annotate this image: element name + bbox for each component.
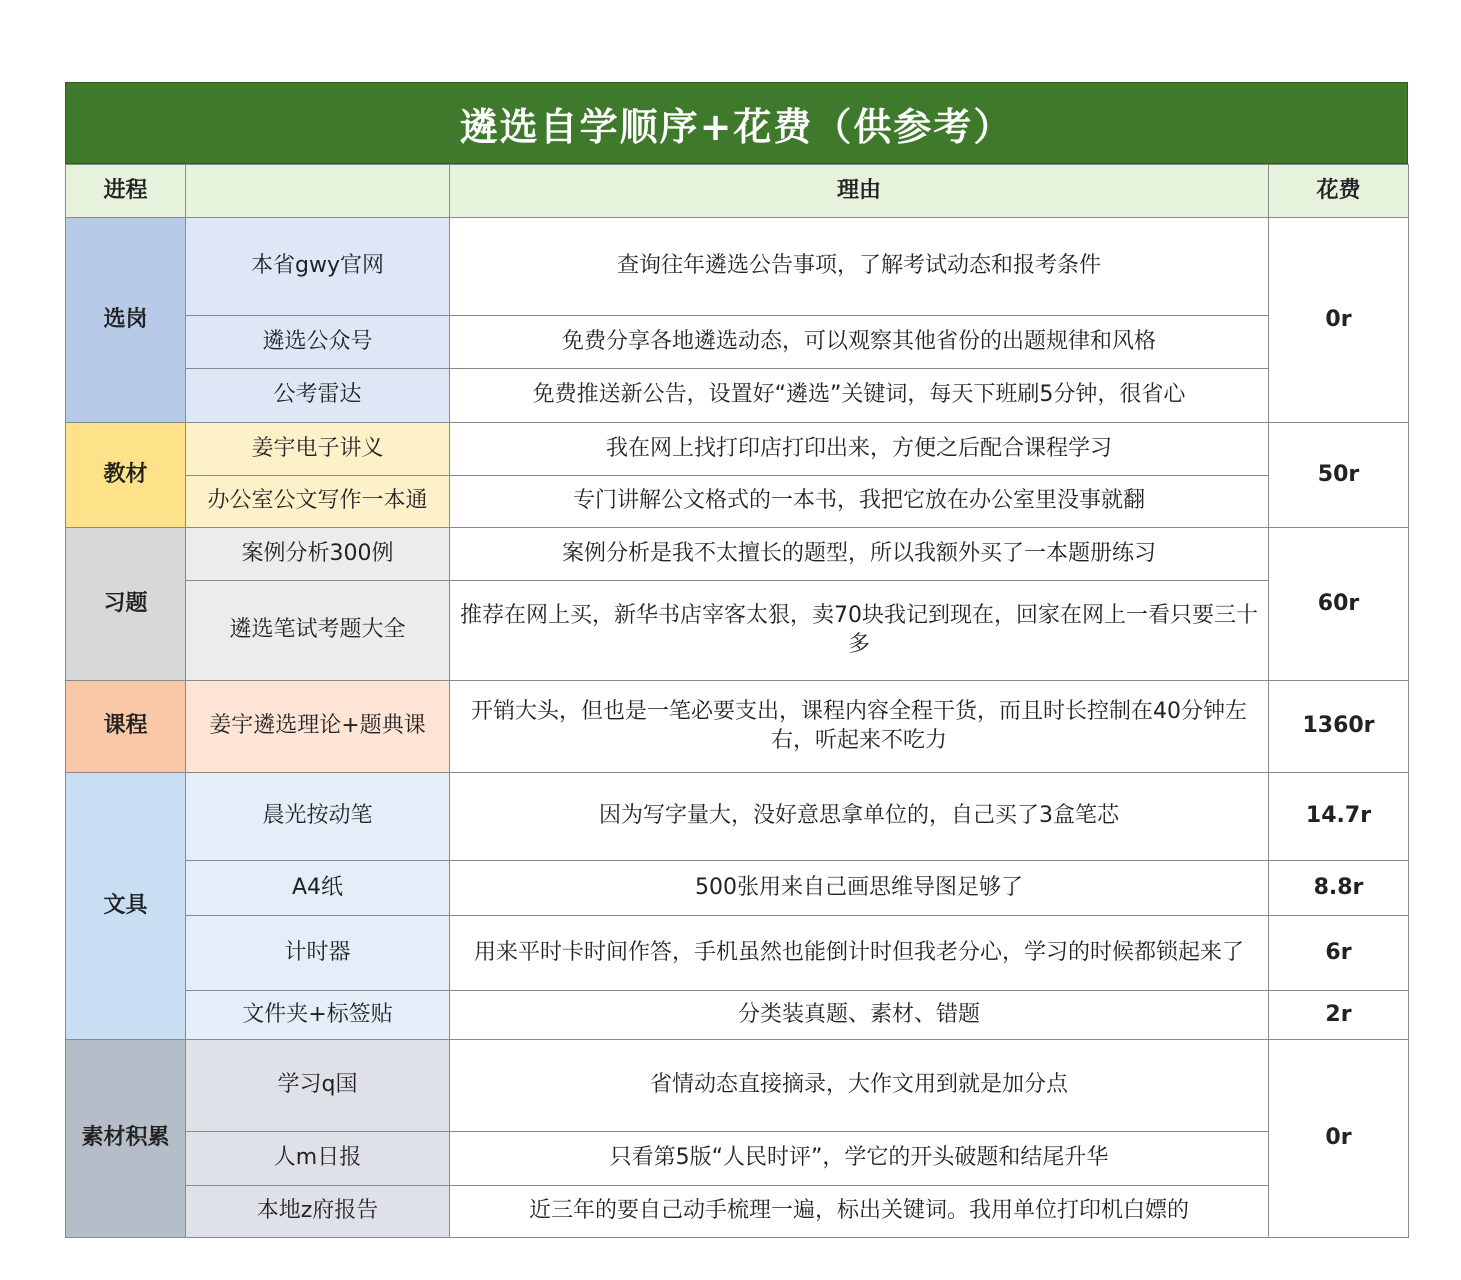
header-cost: 花费 — [1269, 165, 1409, 218]
table-row — [66, 916, 1409, 991]
reason-cell: 分类装真题、素材、错题 — [450, 991, 1269, 1040]
table-row — [66, 773, 1409, 861]
reason-cell: 我在网上找打印店打印出来，方便之后配合课程学习 — [450, 423, 1269, 476]
reason-cell: 用来平时卡时间作答，手机虽然也能倒计时但我老分心，学习的时候都锁起来了 — [450, 916, 1269, 991]
cost-table — [65, 164, 1409, 1238]
cost-cell: 1360r — [1269, 681, 1409, 773]
category-cell: 选岗 — [66, 218, 186, 423]
table-row — [66, 423, 1409, 476]
category-cell: 习题 — [66, 528, 186, 681]
item-cell: 案例分析300例 — [186, 528, 450, 581]
table-row — [66, 1186, 1409, 1238]
cost-cell: 14.7r — [1269, 773, 1409, 861]
table-row — [66, 1132, 1409, 1186]
reason-cell: 免费分享各地遴选动态，可以观察其他省份的出题规律和风格 — [450, 316, 1269, 369]
reason-cell: 500张用来自己画思维导图足够了 — [450, 861, 1269, 916]
item-cell: 遴选笔试考题大全 — [186, 581, 450, 681]
reason-cell: 免费推送新公告，设置好“遴选”关键词，每天下班刷5分钟，很省心 — [450, 369, 1269, 423]
item-cell: 本地z府报告 — [186, 1186, 450, 1238]
reason-cell: 案例分析是我不太擅长的题型，所以我额外买了一本题册练习 — [450, 528, 1269, 581]
cost-cell: 60r — [1269, 528, 1409, 681]
cost-cell: 6r — [1269, 916, 1409, 991]
item-cell: 姜宇电子讲义 — [186, 423, 450, 476]
category-cell: 素材积累 — [66, 1040, 186, 1238]
reason-cell: 因为写字量大，没好意思拿单位的，自己买了3盒笔芯 — [450, 773, 1269, 861]
header-row — [66, 165, 1409, 218]
group-xiti — [66, 528, 1409, 681]
item-cell: 办公室公文写作一本通 — [186, 476, 450, 528]
table-row — [66, 581, 1409, 681]
table-row — [66, 476, 1409, 528]
reason-cell: 开销大头，但也是一笔必要支出，课程内容全程干货，而且时长控制在40分钟左右，听起来不吃力 — [450, 681, 1269, 773]
cost-table-sheet — [65, 82, 1408, 1238]
group-kecheng — [66, 681, 1409, 773]
item-cell: 遴选公众号 — [186, 316, 450, 369]
table-title: 遴选自学顺序+花费（供参考） — [65, 82, 1408, 164]
cost-cell: 0r — [1269, 1040, 1409, 1238]
group-wenju — [66, 773, 1409, 1040]
cost-cell: 0r — [1269, 218, 1409, 423]
item-cell: 公考雷达 — [186, 369, 450, 423]
header-item — [186, 165, 450, 218]
reason-cell: 专门讲解公文格式的一本书，我把它放在办公室里没事就翻 — [450, 476, 1269, 528]
reason-cell: 查询往年遴选公告事项，了解考试动态和报考条件 — [450, 218, 1269, 316]
item-cell: A4纸 — [186, 861, 450, 916]
table-row — [66, 218, 1409, 316]
cost-cell: 50r — [1269, 423, 1409, 528]
header-progress: 进程 — [66, 165, 186, 218]
category-cell: 文具 — [66, 773, 186, 1040]
reason-cell: 只看第5版“人民时评”，学它的开头破题和结尾升华 — [450, 1132, 1269, 1186]
group-jiaocai — [66, 423, 1409, 528]
category-cell: 教材 — [66, 423, 186, 528]
group-sucai — [66, 1040, 1409, 1238]
group-xuangang — [66, 218, 1409, 423]
table-row — [66, 369, 1409, 423]
table-row — [66, 528, 1409, 581]
table-row — [66, 991, 1409, 1040]
header-reason: 理由 — [450, 165, 1269, 218]
table-row — [66, 316, 1409, 369]
item-cell: 姜宇遴选理论+题典课 — [186, 681, 450, 773]
reason-cell: 近三年的要自己动手梳理一遍，标出关键词。我用单位打印机白嫖的 — [450, 1186, 1269, 1238]
reason-cell: 推荐在网上买，新华书店宰客太狠，卖70块我记到现在，回家在网上一看只要三十多 — [450, 581, 1269, 681]
item-cell: 文件夹+标签贴 — [186, 991, 450, 1040]
item-cell: 学习q国 — [186, 1040, 450, 1132]
cost-cell: 8.8r — [1269, 861, 1409, 916]
item-cell: 本省gwy官网 — [186, 218, 450, 316]
table-row — [66, 681, 1409, 773]
reason-cell: 省情动态直接摘录，大作文用到就是加分点 — [450, 1040, 1269, 1132]
cost-cell: 2r — [1269, 991, 1409, 1040]
item-cell: 计时器 — [186, 916, 450, 991]
category-cell: 课程 — [66, 681, 186, 773]
table-row — [66, 861, 1409, 916]
item-cell: 人m日报 — [186, 1132, 450, 1186]
table-row — [66, 1040, 1409, 1132]
item-cell: 晨光按动笔 — [186, 773, 450, 861]
